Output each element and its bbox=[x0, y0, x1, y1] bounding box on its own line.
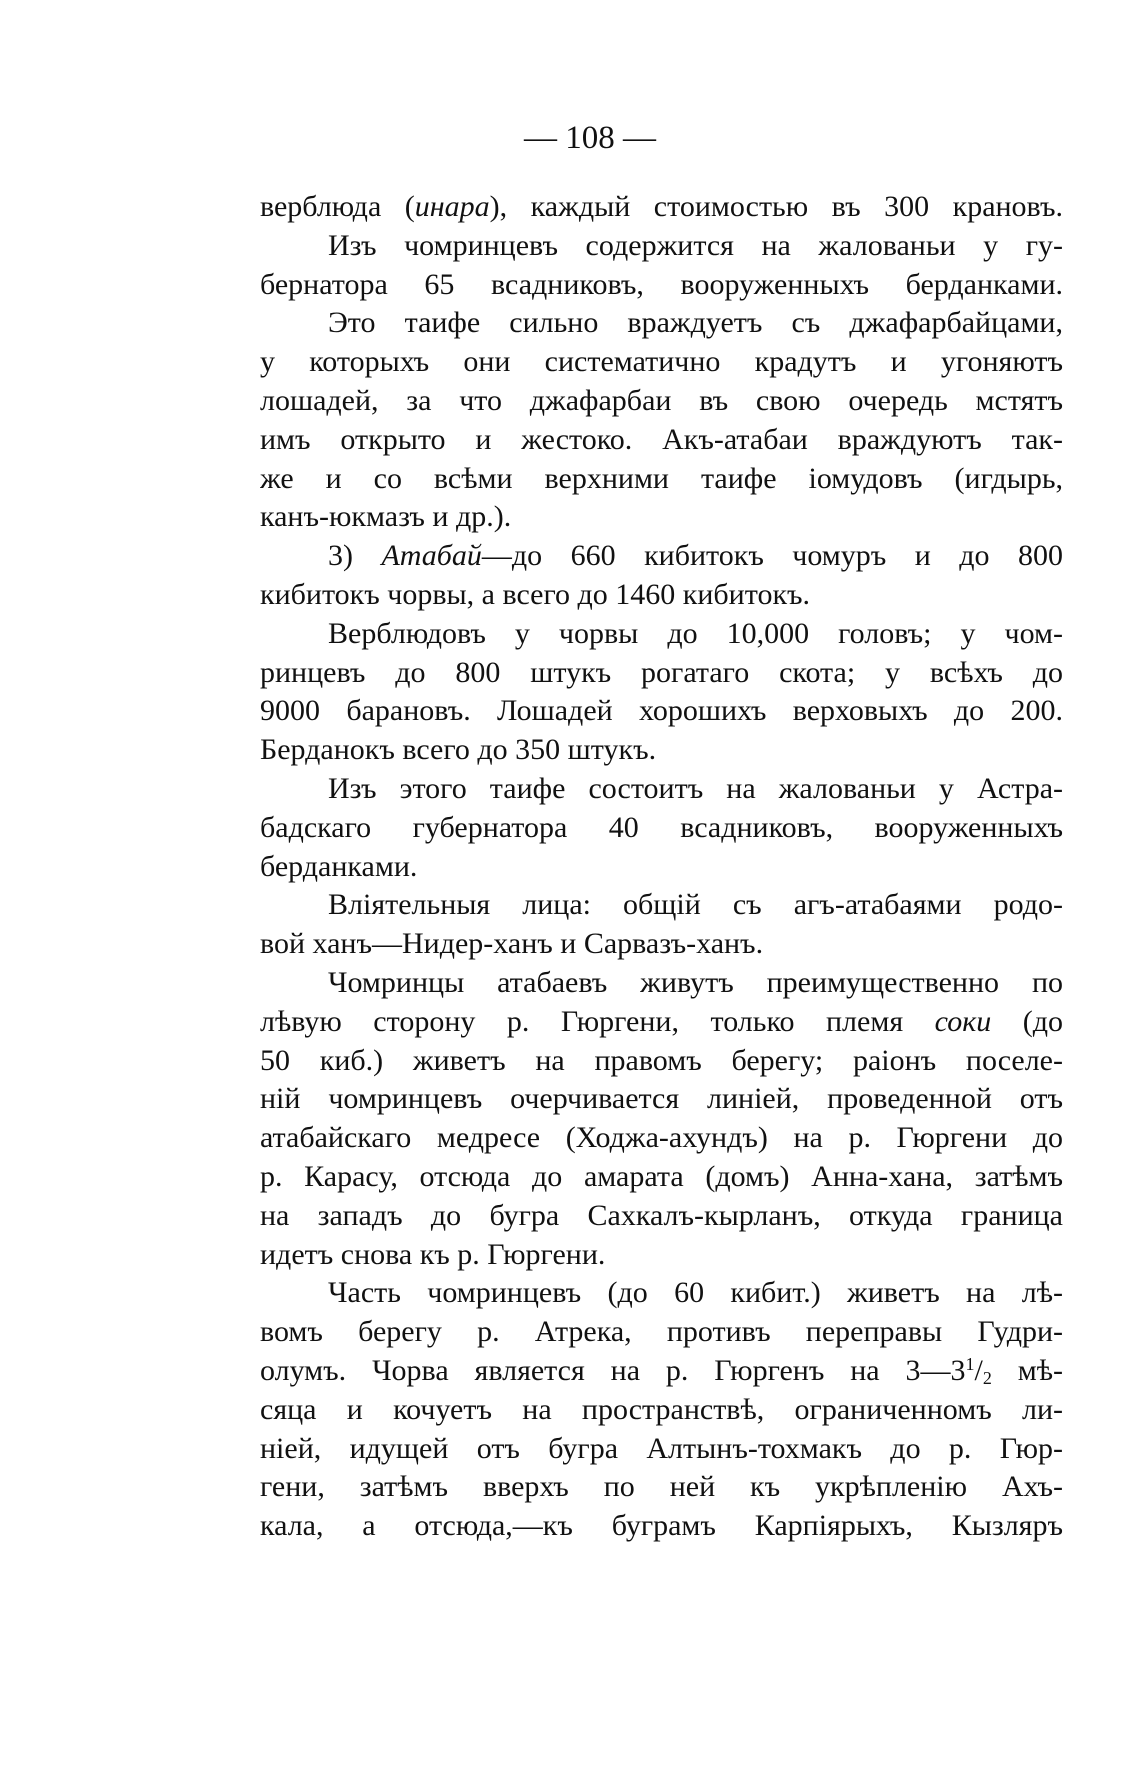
text-line: вомъ берегу р. Атрека, противъ переправы Гудри- bbox=[260, 1315, 1063, 1349]
text-line: р. Карасу, отсюда до амарата (домъ) Анна-хана, затѣмъ bbox=[260, 1159, 1063, 1193]
text-line: Вліятельныя лица: общій съ агъ-атабаями родо- bbox=[328, 888, 1063, 922]
text-line: гени, затѣмъ вверхъ по ней къ укрѣпленію Ахъ- bbox=[260, 1470, 1063, 1504]
text-line: Изъ чомринцевъ содержится на жалованьи у гу- bbox=[328, 228, 1063, 262]
text-line: у которыхъ они систематично крадутъ и угоняютъ bbox=[260, 345, 1063, 379]
text-line: сяца и кочуетъ на пространствѣ, ограниченномъ ли- bbox=[260, 1392, 1063, 1426]
text-line: лѣвую сторону р. Гюргени, только племя соки (до bbox=[260, 1004, 1063, 1038]
body-text bbox=[260, 188, 1063, 1546]
text-line: кибитокъ чорвы, а всего до 1460 кибитокъ. bbox=[260, 577, 811, 611]
text-line: Это таифе сильно враждуетъ съ джафарбайцами, bbox=[328, 306, 1063, 340]
text-line: олумъ. Чорва является на р. Гюргенъ на $3—3^1/_2$ мѣ- bbox=[260, 1353, 1063, 1388]
text-line: Верблюдовъ у чорвы до 10,000 головъ; у чом- bbox=[328, 616, 1063, 650]
text-line: ринцевъ до 800 штукъ рогатаго скота; у всѣхъ до bbox=[260, 655, 1063, 689]
text-line: верблюда (инара), каждый стоимостью въ 300 крановъ. bbox=[260, 190, 1063, 223]
text-line: канъ-юкмазъ и др.). bbox=[260, 500, 512, 534]
text-line: 9000 барановъ. Лошадей хорошихъ верховыхъ до 200. bbox=[260, 694, 1063, 728]
text-line: Изъ этого таифе состоитъ на жалованьи у Астра- bbox=[328, 771, 1063, 805]
text-line: на западъ до бугра Сахкалъ-кырланъ, откуда граница bbox=[260, 1198, 1063, 1232]
text-line: имъ открыто и жестоко. Акъ-атабаи враждуютъ так- bbox=[260, 422, 1063, 456]
text-line: же и со всѣми верхними таифе іомудовъ (игдырь, bbox=[260, 461, 1063, 495]
text-line: атабайскаго медресе (Ходжа-ахундъ) на р. Гюргени до bbox=[260, 1121, 1063, 1155]
text-line: бадскаго губернатора 40 всадниковъ, вооруженныхъ bbox=[260, 810, 1063, 844]
text-line: Берданокъ всего до 350 штукъ. bbox=[260, 733, 657, 767]
text-line: кала, а отсюда,—къ буграмъ Карпіярыхъ, Кызляръ bbox=[260, 1509, 1063, 1543]
text-line: ніей, идущей отъ бугра Алтынъ-тохмакъ до р. Гюр- bbox=[260, 1431, 1063, 1465]
page-number: — 108 — bbox=[524, 120, 656, 156]
text-line: Чомринцы атабаевъ живутъ преимущественно по bbox=[328, 965, 1063, 999]
text-line: вой ханъ—Нидер-ханъ и Сарвазъ-ханъ. bbox=[260, 927, 764, 961]
text-line: идетъ снова къ р. Гюргени. bbox=[260, 1237, 606, 1271]
text-line: Часть чомринцевъ (до 60 кибит.) живетъ на лѣ- bbox=[328, 1276, 1063, 1310]
text-line: 3) Атабай—до 660 кибитокъ чомуръ и до 800 bbox=[328, 539, 1063, 573]
text-line: берданками. bbox=[260, 849, 418, 883]
text-line: бернатора 65 всадниковъ, вооруженныхъ берданками. bbox=[260, 267, 1063, 301]
text-line: лошадей, за что джафарбаи въ свою очередь мстятъ bbox=[260, 383, 1063, 417]
text-line: ній чомринцевъ очерчивается линіей, проведенной отъ bbox=[260, 1082, 1063, 1116]
text-line: 50 киб.) живетъ на правомъ берегу; раіонъ поселе- bbox=[260, 1043, 1063, 1077]
